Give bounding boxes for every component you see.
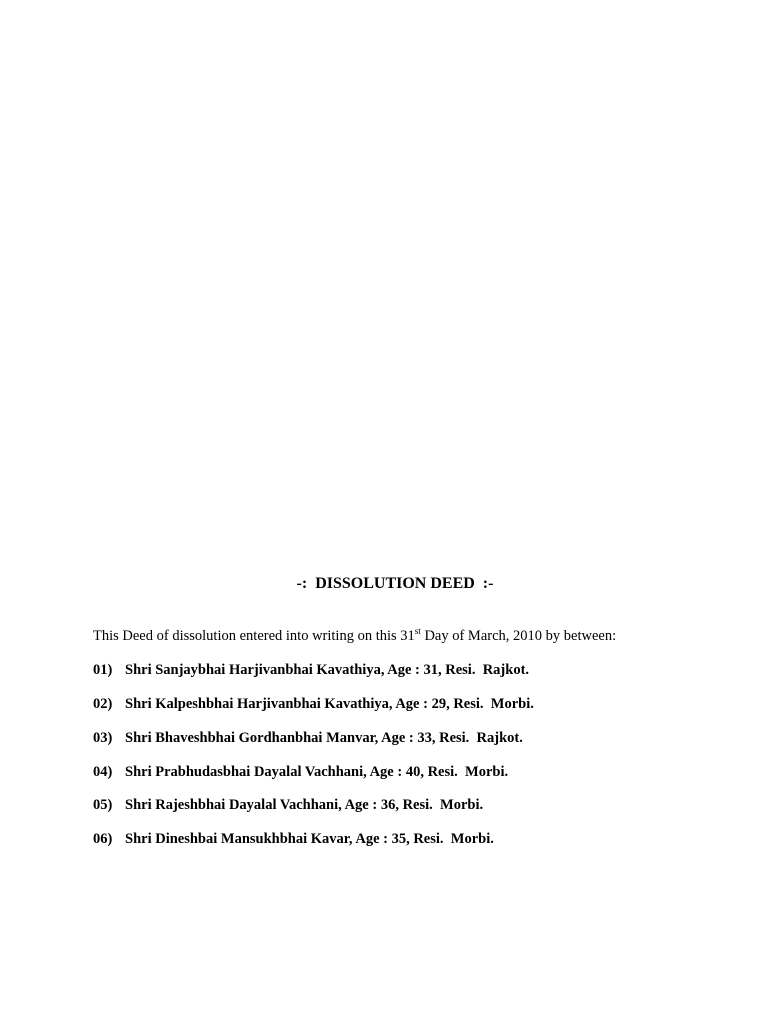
party-item bbox=[93, 730, 523, 747]
party-item bbox=[93, 797, 483, 814]
party-number: 06) bbox=[93, 831, 113, 847]
intro-paragraph bbox=[93, 628, 616, 645]
party-number: 02) bbox=[93, 696, 113, 712]
party-item bbox=[93, 764, 508, 781]
party-number: 03) bbox=[93, 730, 113, 746]
party-number: 05) bbox=[93, 797, 113, 813]
party-details: Shri Rajeshbhai Dayalal Vachhani, Age : 36, Resi. Morbi. bbox=[125, 797, 484, 813]
party-details: Shri Dineshbai Mansukhbhai Kavar, Age : 35, Resi. Morbi. bbox=[125, 831, 494, 847]
party-item bbox=[93, 662, 529, 679]
party-details: Shri Prabhudasbhai Dayalal Vachhani, Age : 40, Resi. Morbi. bbox=[125, 764, 509, 780]
party-details: Shri Sanjaybhai Harjivanbhai Kavathiya, Age : 31, Resi. Rajkot. bbox=[125, 662, 530, 678]
party-details: Shri Bhaveshbhai Gordhanbhai Manvar, Age : 33, Resi. Rajkot. bbox=[125, 730, 523, 746]
intro-text-after: Day of March, 2010 by between: bbox=[420, 628, 617, 644]
intro-text-before: This Deed of dissolution entered into writing on this 31 bbox=[93, 628, 415, 644]
intro-superscript: st bbox=[414, 626, 421, 636]
party-number: 01) bbox=[93, 662, 113, 678]
party-item bbox=[93, 831, 494, 848]
party-details: Shri Kalpeshbhai Harjivanbhai Kavathiya, Age : 29, Resi. Morbi. bbox=[125, 696, 534, 712]
party-number: 04) bbox=[93, 764, 113, 780]
party-item bbox=[93, 696, 534, 713]
document-title: -: DISSOLUTION DEED :- bbox=[296, 575, 494, 592]
